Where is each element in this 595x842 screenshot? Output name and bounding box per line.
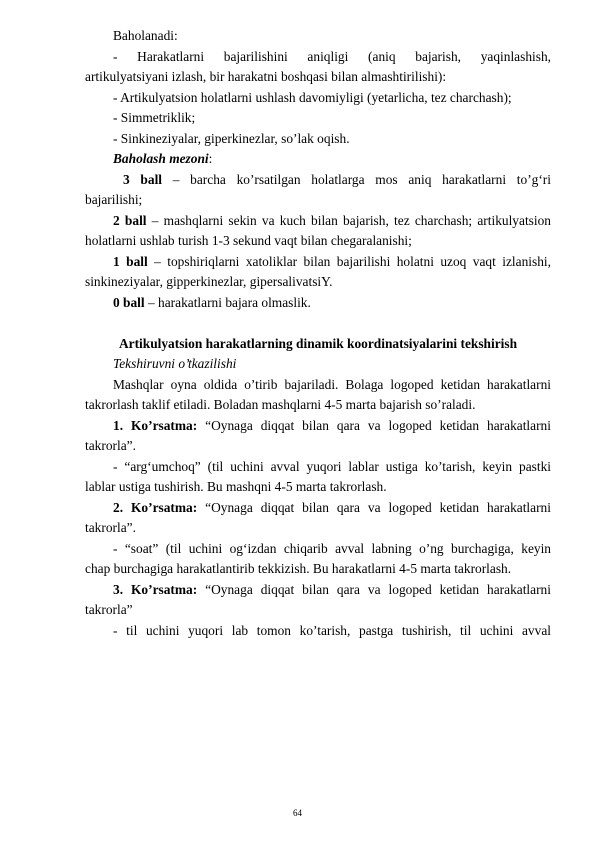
text-line: takrorla”. [85,438,136,453]
text-line: bajarilishi; [85,192,143,207]
text-line: - Simmetriklik; [113,110,196,125]
instruction-line [113,498,551,519]
criterion-line [113,293,551,314]
criterion-text: – topshiriqlarni xatoliklar bilan bajarilishi holatni uzoq vaqt izlanishi, [147,253,551,269]
document-page [85,26,551,641]
criterion-text: – harakatlarni bajara olmaslik. [144,294,311,310]
subheading: Tekshiruvni o’tkazilishi [113,356,237,371]
text-line: lablar ustiga tushirish. Bu mashqni 4-5 marta takrorlash. [85,479,387,494]
criterion-text: – mashqlarni sekin va kuch bilan bajarish, tez charchash; artikulyatsion [146,212,551,228]
section-label [113,149,551,170]
page-number: 64 [293,808,302,818]
section-label-colon: : [208,151,213,166]
text-line: Baholanadi: [113,28,178,43]
text-line: takrorlash taklif etiladi. Boladan mashqlarni 4-5 marta bajarish so’raladi. [85,397,476,412]
score-label: 0 ball [113,294,145,310]
score-label: 1 ball [113,253,148,269]
instruction-label: 2. Ko’rsatma: [113,499,198,515]
text-line: chap burchagiga harakatlantirib tekkizish. Bu harakatlarni 4-5 marta takrorlash. [85,561,512,576]
text-line: holatlarni ushlab turish 1-3 sekund vaqt bilan chegaralanishi; [85,233,412,248]
criterion-line [113,211,551,232]
section-heading: Artikulyatsion harakatlarning dinamik koordinatsiyalarini tekshirish [118,335,518,351]
instruction-line [113,416,551,437]
text-line: artikulyatsiyani izlash, bir harakatni boshqasi bilan almashtirilishi): [85,69,447,84]
instruction-text: “Oynaga diqqat bilan qara va logoped ketidan harakatlarni [197,417,551,433]
instruction-label: 3. Ko’rsatma: [113,581,198,597]
text-line: Mashqlar oyna oldida o’tirib bajariladi. Bolaga logoped ketidan harakatlarni [113,376,551,392]
text-line: takrorla”. [85,520,136,535]
criterion-line [113,252,551,273]
criterion-line [113,170,551,191]
text-line: - Artikulyatsion holatlarni ushlash davomiyligi (yetarlicha, tez charchash); [113,89,512,105]
score-label: 2 ball [113,212,147,228]
instruction-label: 1. Ko’rsatma: [113,417,198,433]
text-line: - Harakatlarni bajarilishini aniqligi (aniq bajarish, yaqinlashish, [113,48,551,64]
blank-line [113,313,551,334]
criterion-text: – barcha ko’rsatilgan holatlarga mos aniq harakatlarni to’g‘ri [162,171,551,187]
text-line: - “arg‘umchoq” (til uchini avval yuqori lablar ustiga ko’tarish, keyin pastki [113,458,551,474]
text-line: takrorla” [85,602,133,617]
instruction-text: “Oynaga diqqat bilan qara va logoped ketidan harakatlarni [197,499,551,515]
text-line: sinkineziyalar, gipperkinezlar, gipersalivatsiY. [85,274,333,289]
text-line: - til uchini yuqori lab tomon ko’tarish, pastga tushirish, til uchini avval [113,622,551,638]
instruction-line [113,580,551,601]
section-label-text: Baholash mezoni [113,151,209,166]
text-line: - Sinkineziyalar, giperkinezlar, so’lak oqish. [113,130,350,146]
score-label: 3 ball [123,171,163,187]
text-line: - “soat” (til uchini og‘izdan chiqarib avval labning o’ng burchagiga, keyin [113,540,551,556]
instruction-text: “Oynaga diqqat bilan qara va logoped ketidan harakatlarni [197,581,551,597]
